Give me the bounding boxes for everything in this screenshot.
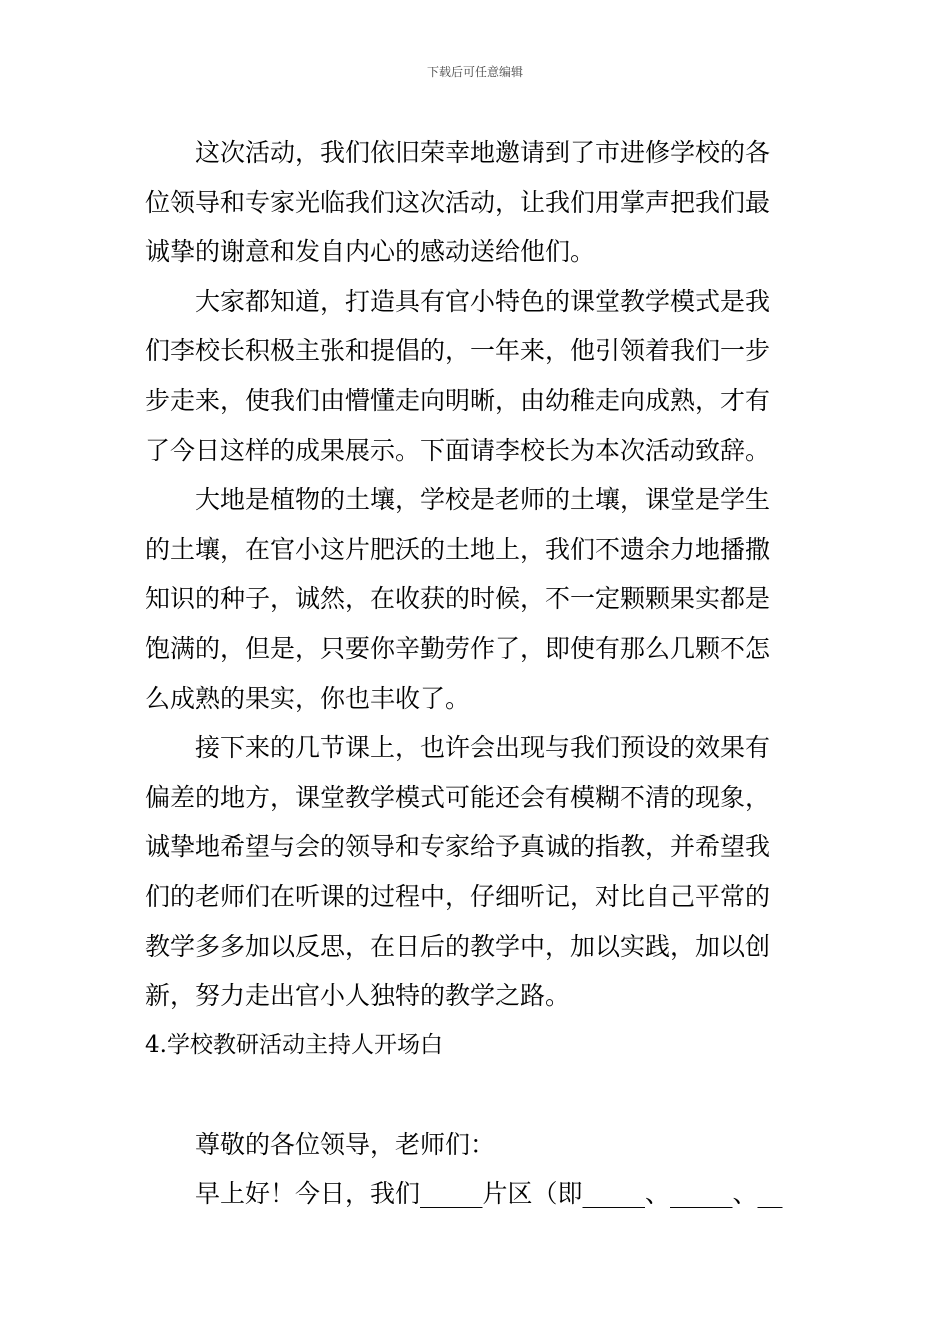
paragraph-line: 知识的种子，诚然，在收获的时候，不一定颗颗果实都是 (145, 584, 771, 614)
paragraph-2 (145, 277, 810, 475)
paragraph-1 (145, 128, 810, 277)
paragraph-line: 步走来，使我们由懵懂走向明晰，由幼稚走向成熟，才有 (145, 385, 771, 415)
paragraph-line: 这次活动，我们依旧荣幸地邀请到了市进修学校的各 (195, 138, 771, 167)
paragraph-line: 们的老师们在听课的过程中，仔细听记，对比自己平常的 (145, 881, 771, 911)
paragraph-line: 了今日这样的成果展示。下面请李校长为本次活动致辞。 (145, 435, 771, 465)
paragraph-line: 的土壤，在官小这片肥沃的土地上，我们不遗余力地播撒 (145, 534, 771, 564)
document-body (145, 128, 810, 1219)
section-heading: 4.学校教研活动主持人开场白 (145, 1031, 443, 1058)
paragraph-line: 们李校长积极主张和提倡的，一年来，他引领着我们一步 (145, 336, 771, 366)
paragraph-line: 位领导和专家光临我们这次活动，让我们用掌声把我们最 (145, 187, 771, 217)
paragraph-line: 偏差的地方，课堂教学模式可能还会有模糊不清的现象， (145, 782, 771, 812)
paragraph-line: 饱满的，但是，只要你辛勤劳作了，即使有那么几颗不怎 (145, 633, 771, 663)
paragraph-line: 大家都知道，打造具有官小特色的课堂教学模式是我 (195, 286, 771, 316)
paragraph-line: 么成熟的果实，你也丰收了。 (145, 683, 471, 713)
paragraph-3 (145, 475, 810, 723)
page-header: 下载后可任意编辑 (426, 65, 523, 79)
paragraph-4 (145, 723, 810, 1021)
greeting: 尊敬的各位领导，老师们： (195, 1129, 496, 1159)
paragraph-line: 诚挚地希望与会的领导和专家给予真诚的指教，并希望我 (145, 832, 771, 862)
paragraph-line: 诚挚的谢意和发自内心的感动送给他们。 (145, 237, 596, 267)
paragraph-line: 新，努力走出官小人独特的教学之路。 (145, 981, 571, 1011)
paragraph-line: 大地是植物的土壤，学校是老师的土壤，课堂是学生 (195, 485, 771, 515)
paragraph-line: 教学多多加以反思，在日后的教学中，加以实践，加以创 (145, 931, 771, 961)
paragraph-line: 接下来的几节课上，也许会出现与我们预设的效果有 (195, 733, 771, 763)
opening-line: 早上好！今日，我们_____片区（即_____、_____、__ (195, 1179, 783, 1209)
blank-line (145, 1070, 810, 1120)
